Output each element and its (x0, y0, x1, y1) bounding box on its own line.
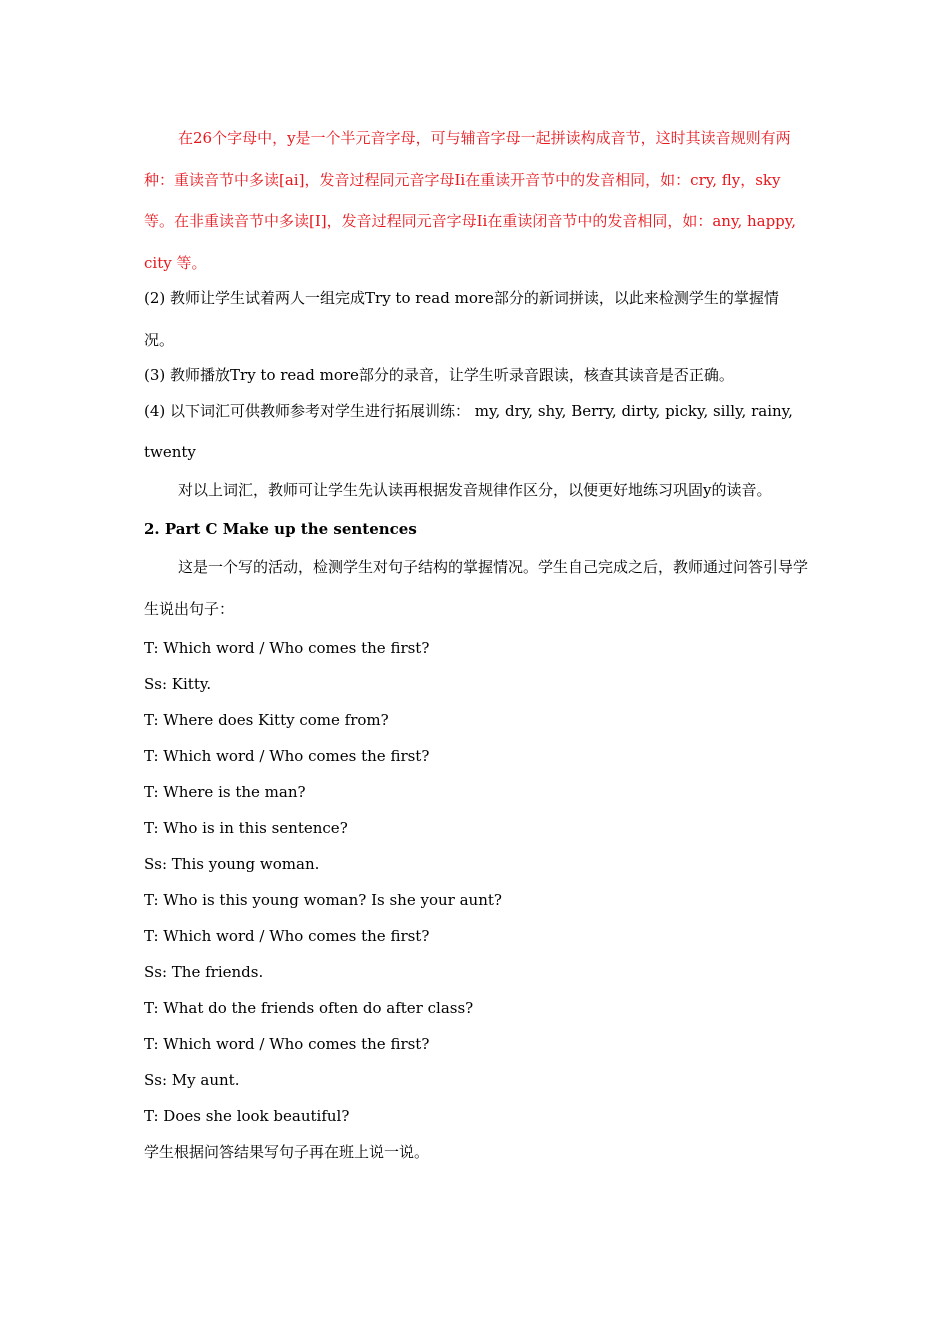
step-4-paragraph: (4) 以下词汇可供教师参考对学生进行拓展训练： my, dry, shy, Berry, dirty, picky, silly, rainy, twenty (144, 401, 793, 461)
dialogue-line: T: Who is in this sentence? (144, 819, 348, 837)
dialogue-line: T: Which word / Who comes the first? (144, 747, 430, 765)
section-intro-paragraph: 这是一个写的活动，检测学生对句子结构的掌握情况。学生自己完成之后，教师通过问答引导学生说出句子： (144, 558, 809, 618)
y-pronunciation-rule-paragraph: 在26个字母中，y是一个半元音字母，可与辅音字母一起拼读构成音节，这时其读音规则有两种：重读音节中多读[ai]，发音过程同元音字母Ii在重读开音节中的发音相同，如：cry, fly，sky等。在非重读音节中多读[I]，发音过程同元音字母Ii在重读闭音节中的发音相同，如：any, happy, city 等。 (144, 129, 797, 272)
dialogue-line: Ss: This young woman. (144, 855, 320, 873)
dialogue-line: T: Who is this young woman? Is she your aunt? (144, 891, 502, 909)
dialogue-line: T: Which word / Who comes the first? (144, 1035, 430, 1053)
dialogue-line: T: Where does Kitty come from? (144, 711, 389, 729)
dialogue-line: T: Where is the man? (144, 783, 306, 801)
dialogue-line: T: What do the friends often do after class? (144, 999, 474, 1017)
step-3-paragraph: (3) 教师播放Try to read more部分的录音，让学生听录音跟读，核查其读音是否正确。 (144, 366, 734, 384)
dialogue-line: T: Does she look beautiful? (144, 1107, 350, 1125)
dialogue-line: T: Which word / Who comes the first? (144, 927, 430, 945)
document-page (144, 118, 808, 1170)
vocabulary-note-paragraph: 对以上词汇，教师可让学生先认读再根据发音规律作区分，以便更好地练习巩固y的读音。 (178, 480, 772, 499)
dialogue-line: T: Which word / Who comes the first? (144, 639, 430, 657)
dialogue-list (144, 630, 808, 1134)
dialogue-line: Ss: Kitty. (144, 675, 212, 693)
closing-paragraph: 学生根据问答结果写句子再在班上说一说。 (144, 1143, 430, 1161)
dialogue-line: Ss: The friends. (144, 963, 264, 981)
step-2-paragraph: (2) 教师让学生试着两人一组完成Try to read more部分的新词拼读，以此来检测学生的掌握情况。 (144, 289, 779, 349)
dialogue-line: Ss: My aunt. (144, 1071, 240, 1089)
section-heading: 2. Part C Make up the sentences (144, 520, 417, 538)
